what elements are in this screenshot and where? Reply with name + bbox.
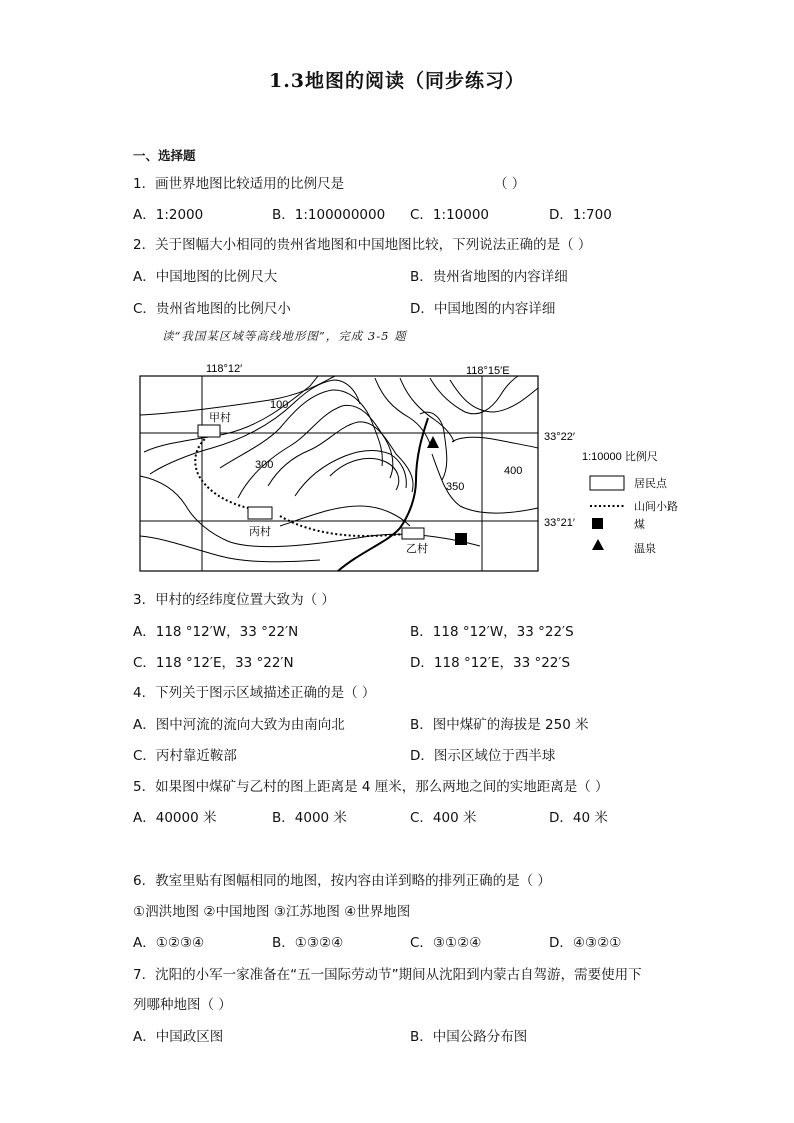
legend-coal-icon <box>592 518 603 529</box>
contour-label-350: 350 <box>446 481 465 493</box>
contour-map <box>120 356 700 580</box>
village-jia-label: 甲村 <box>209 412 231 424</box>
question-6-option-a: A．①②③④ <box>133 935 205 951</box>
question-6-stem: 6．教室里贴有图幅相同的地图，按内容由详到略的排列正确的是（ ） <box>133 873 551 889</box>
contour-line <box>140 376 335 415</box>
village-yi-label: 乙村 <box>406 543 428 555</box>
contour-line <box>430 376 518 414</box>
contour-line <box>375 378 430 444</box>
question-4-option-c: C．丙村靠近鞍部 <box>133 748 237 764</box>
question-5-stem: 5．如果图中煤矿与乙村的图上距离是 4 厘米，那么两地之间的实地距离是（ ） <box>133 779 609 795</box>
question-1-blank: （ ） <box>494 176 526 192</box>
contour-label-300: 300 <box>255 459 274 471</box>
question-5-option-c: C．400 米 <box>410 810 477 826</box>
legend-residence-label: 居民点 <box>634 478 667 490</box>
map-caption: 读“我国某区域等高线地形图”，完成 3-5 题 <box>162 329 407 343</box>
question-5-option-d: D．40 米 <box>549 810 608 826</box>
contour-line <box>238 405 393 498</box>
legend-path-label: 山间小路 <box>634 501 678 513</box>
question-3-option-d: D．118 °12′E，33 °22′S <box>410 655 571 671</box>
coal-mine-icon <box>455 533 467 545</box>
question-6-option-d: D．④③②① <box>549 935 622 951</box>
contour-line <box>220 390 382 468</box>
question-2-option-d: D．中国地图的内容详细 <box>410 301 556 317</box>
question-2-option-a: A．中国地图的比例尺大 <box>133 269 278 285</box>
question-7-stem-line-1: 7．沈阳的小军一家准备在“五一国际劳动节”期间从沈阳到内蒙古自驾游，需要使用下 <box>133 967 642 983</box>
contour-line <box>295 450 406 496</box>
question-1-option-b: B．1:100000000 <box>272 207 386 223</box>
question-6-option-b: B．①③②④ <box>272 935 344 951</box>
page-title: 1.3地图的阅读（同步练习） <box>268 70 526 92</box>
legend-residence-icon <box>590 476 624 490</box>
contour-line <box>330 458 399 490</box>
legend-spring-icon <box>592 539 604 550</box>
contour-line <box>140 476 480 547</box>
question-4-option-b: B．图中煤矿的海拔是 250 米 <box>410 717 589 733</box>
village-jia-marker <box>198 425 220 437</box>
question-6-items: ①泗洪地图 ②中国地图 ③江苏地图 ④世界地图 <box>133 904 411 920</box>
contour-line <box>400 378 454 442</box>
question-4-option-a: A．图中河流的流向大致为由南向北 <box>133 717 345 733</box>
question-3-stem: 3．甲村的经纬度位置大致为（ ） <box>133 592 335 608</box>
question-6-option-c: C．③①②④ <box>410 935 482 951</box>
contour-line <box>450 380 538 412</box>
longitude-label-right: 118°15′E <box>466 365 510 377</box>
village-yi-marker <box>402 528 424 539</box>
latitude-label-bottom: 33°21′ <box>544 517 575 529</box>
map-frame <box>140 376 538 571</box>
village-bing-marker <box>248 507 272 519</box>
question-7-option-b: B．中国公路分布图 <box>410 1029 528 1045</box>
question-1-stem: 1．画世界地图比较适用的比例尺是 <box>133 176 345 192</box>
question-5-option-b: B．4000 米 <box>272 810 347 826</box>
contour-line <box>280 506 410 526</box>
question-2-option-c: C．贵州省地图的比例尺小 <box>133 301 291 317</box>
question-3-option-c: C．118 °12′E，33 °22′N <box>133 655 294 671</box>
question-2-stem: 2．关于图幅大小相同的贵州省地图和中国地图比较，下列说法正确的是（ ） <box>133 237 592 253</box>
longitude-label-left: 118°12′ <box>206 363 243 375</box>
question-4-stem: 4．下列关于图示区域描述正确的是（ ） <box>133 685 376 701</box>
question-2-option-b: B．贵州省地图的内容详细 <box>410 269 568 285</box>
question-3-option-a: A．118 °12′W，33 °22′N <box>133 624 299 640</box>
question-4-option-d: D．图示区域位于西半球 <box>410 748 556 764</box>
contour-label-100: 100 <box>270 399 289 411</box>
question-1-option-c: C．1:10000 <box>410 207 490 223</box>
village-bing-label: 丙村 <box>249 526 271 538</box>
contour-line <box>268 422 413 492</box>
question-1-option-d: D．1:700 <box>549 207 612 223</box>
legend-coal-label: 煤 <box>634 519 645 531</box>
contour-lines <box>140 376 538 562</box>
question-5-option-a: A．40000 米 <box>133 810 217 826</box>
legend-spring-label: 温泉 <box>634 543 656 555</box>
question-3-option-b: B．118 °12′W，33 °22′S <box>410 624 574 640</box>
contour-line <box>452 437 538 448</box>
question-1-option-a: A．1:2000 <box>133 207 204 223</box>
contour-label-400: 400 <box>504 465 523 477</box>
section-heading: 一、选择题 <box>133 148 196 163</box>
legend-scale: 1:10000 比例尺 <box>582 451 658 463</box>
question-7-option-a: A．中国政区图 <box>133 1029 224 1045</box>
contour-line <box>140 536 320 562</box>
latitude-label-top: 33°22′ <box>544 431 575 443</box>
question-7-stem-line-2: 列哪种地图（ ） <box>133 997 232 1013</box>
